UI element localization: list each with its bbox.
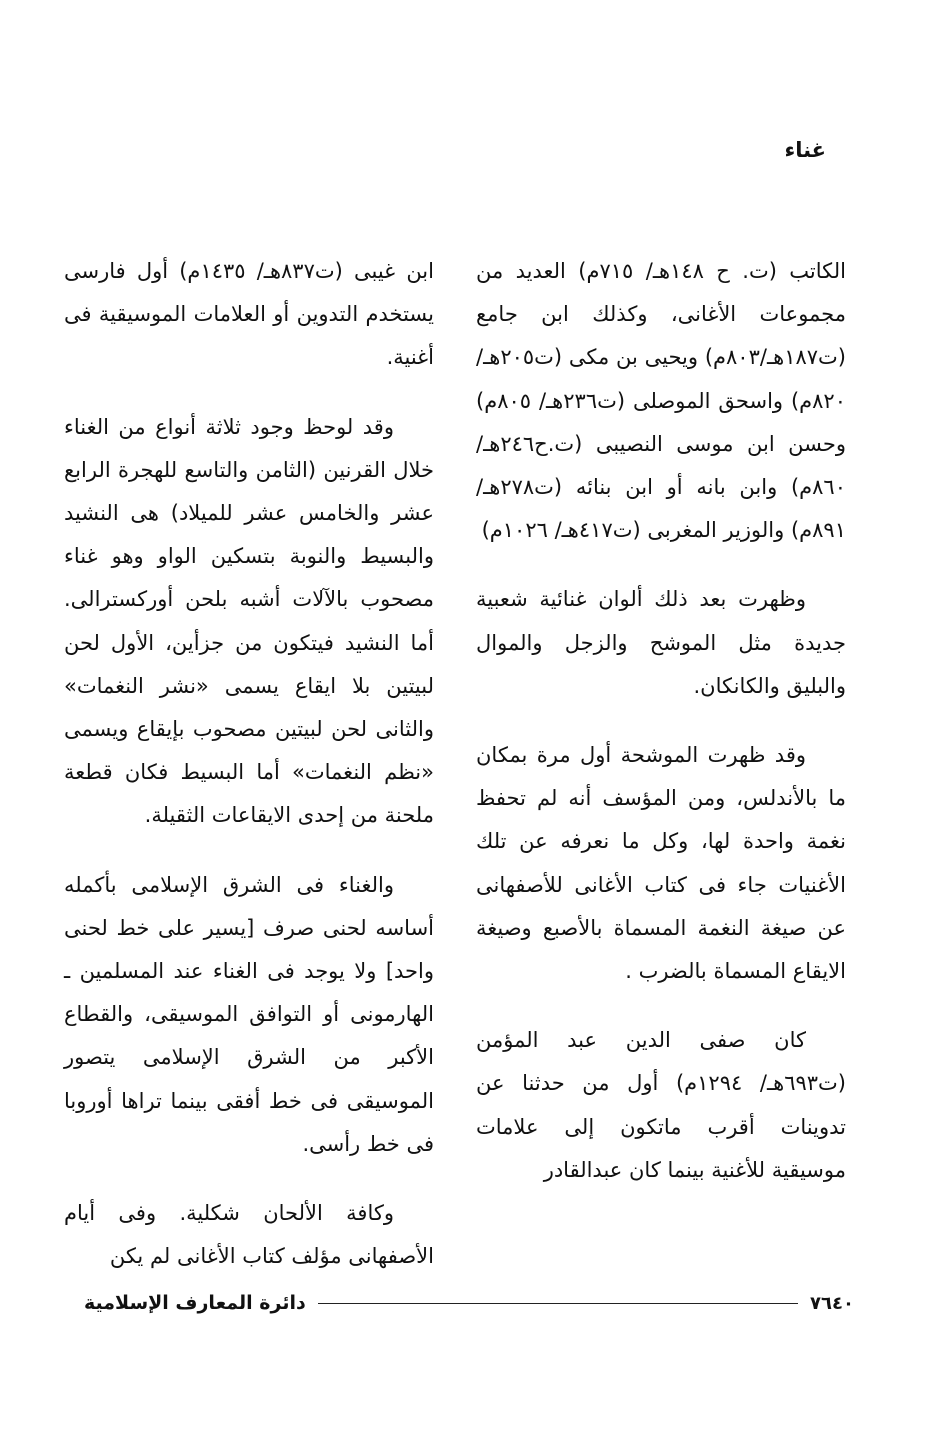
page-number: ٧٦٤٠ [810,1292,854,1314]
paragraph: وكافة الألحان شكلية. وفى أيام الأصفهانى مؤلف كتاب الأغانى لم يكن [64,1201,434,1269]
paragraph: كان صفى الدين عبد المؤمن (ت٦٩٣هـ/ ١٢٩٤م) أول من حدثنا عن تدوينات أقرب ماتكون إلى علامات موسيقية للأغنية بينما كان عبدالقادر [476,1028,846,1182]
left-column [64,250,434,1304]
publication-name: دائرة المعارف الإسلامية [84,1292,306,1314]
paragraph: الكاتب (ت. ح ١٤٨هـ/ ٧١٥م) العديد من مجموعات الأغانى، وكذلك ابن جامع (ت١٨٧هـ/٨٠٣م) ويحيى بن مكى (ت٢٠٥هـ/ ٨٢٠م) واسحق الموصلى (ت٢٣٦هـ/ ٨٠٥م) وحسن ابن موسى النصيبى (ت.ح٢٤٦هـ/ ٨٦٠م) وابن بانه أو ابن بنائه (ت٢٧٨هـ/ ٨٩١م) والوزير المغربى (ت٤١٧هـ/ ١٠٢٦م) [476,259,846,543]
paragraph: والغناء فى الشرق الإسلامى بأكمله أساسه لحنى صرف [يسير على خط لحنى واحد] ولا يوجد فى الغناء عند المسلمين ـ الهارمونى أو التوافق الموسيقى، والقطاع الأكبر من الشرق الإسلامى يتصور الموسيقى فى خط أفقى بينما تراها أوروبا فى خط رأسى. [64,872,434,1156]
footer-rule [318,1303,798,1304]
paragraph: ابن غيبى (ت٨٣٧هـ/ ١٤٣٥م) أول فارسى يستخدم التدوين أو العلامات الموسيقية فى أغنية. [64,259,434,370]
paragraph: وظهرت بعد ذلك ألوان غنائية شعبية جديدة مثل الموشح والزجل والموال والبليق والكانكان. [476,587,846,698]
paragraph: وقد ظهرت الموشحة أول مرة بمكان ما بالأندلس، ومن المؤسف أنه لم تحفظ نغمة واحدة لها، وكل ما نعرفه عن تلك الأغنيات جاء فى كتاب الأغانى للأصفهانى عن صيغة النغمة المسماة بالأصبع وصيغة الايقاع المسماة بالضرب . [476,743,846,984]
right-column [476,250,846,1218]
section-title: غناء [784,138,826,162]
page-footer [84,1288,854,1318]
paragraph: وقد لوحظ وجود ثلاثة أنواع من الغناء خلال القرنين (الثامن والتاسع للهجرة الرابع عشر والخامس عشر للميلاد) هى النشيد والبسيط والنوبة بتسكين الواو وهو غناء مصحوب بالآلات أشبه بلحن أوركسترالى. أما النشيد فيتكون من جزأين، الأول لحن لبيتين بلا ايقاع يسمى «نشر النغمات» والثانى لحن لبيتين مصحوب بإيقاع ويسمى «نظم النغمات» أما البسيط فكان قطعة ملحنة من إحدى الايقاعات الثقيلة. [64,414,434,828]
